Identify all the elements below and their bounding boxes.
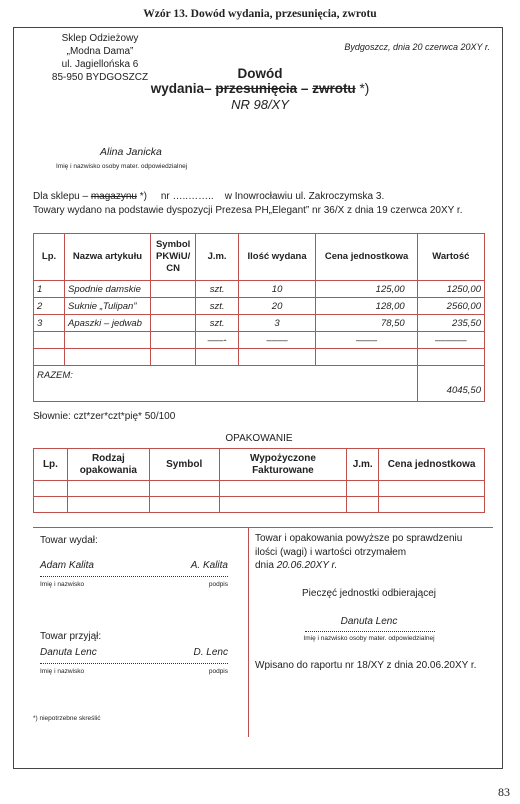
confirmation-date: 20.06.20XY r. bbox=[276, 560, 338, 571]
cell: 2560,00 bbox=[417, 298, 484, 315]
issued-label: Towar wydał: bbox=[40, 535, 98, 546]
cell: 2 bbox=[34, 298, 65, 315]
header-value: Wartość bbox=[417, 234, 484, 281]
page-caption: Wzór 13. Dowód wydania, przesunięcia, zwrotu bbox=[143, 8, 377, 20]
document-number: NR 98/XY bbox=[231, 97, 289, 112]
pack-header-symbol: Symbol bbox=[149, 449, 219, 481]
cell: 235,50 bbox=[417, 315, 484, 332]
cell: –––– bbox=[316, 332, 417, 349]
title-strike-1: przesunięcia bbox=[215, 81, 298, 96]
pack-header-lp: Lp. bbox=[34, 449, 68, 481]
issued-name: Adam Kalita bbox=[40, 560, 94, 571]
sender-line-2: „Modna Dama” bbox=[66, 46, 134, 57]
received-dotted-line bbox=[40, 663, 228, 664]
responsible-label: Imię i nazwisko osoby mater. odpowiedzialnej bbox=[56, 163, 188, 170]
cell: 128,00 bbox=[316, 298, 417, 315]
table-row bbox=[34, 298, 485, 315]
sender-line-4: 85-950 BYDGOSZCZ bbox=[51, 72, 149, 83]
cell: Spodnie damskie bbox=[65, 281, 151, 298]
cell bbox=[150, 332, 196, 349]
issued-name-label: Imię i nazwisko bbox=[40, 581, 85, 588]
received-name: Danuta Lenc bbox=[40, 647, 97, 658]
cell bbox=[150, 349, 196, 366]
confirmation-line-1: Towar i opakowania powyższe po sprawdzeniu bbox=[255, 533, 463, 544]
cell bbox=[67, 497, 149, 513]
stamp-label: Pieczęć jednostki odbierającej bbox=[302, 588, 436, 599]
cell: 78,50 bbox=[316, 315, 417, 332]
cell: Suknie „Tulipan” bbox=[65, 298, 151, 315]
cell bbox=[219, 497, 347, 513]
confirmation-text bbox=[255, 532, 462, 573]
section-divider bbox=[33, 527, 493, 528]
basis-line: Towary wydano na podstawie dyspozycji Prezesa PH„Elegant” nr 36/X z dnia 19 czerwca 20XY r. bbox=[33, 205, 463, 216]
cell: –––– bbox=[238, 332, 316, 349]
shop-line bbox=[33, 191, 384, 202]
issued-signature: A. Kalita bbox=[190, 560, 228, 571]
footnote: *) niepotrzebne skreślić bbox=[33, 715, 101, 722]
confirmation-date-line bbox=[255, 559, 462, 573]
total-value: 4045,50 bbox=[417, 366, 484, 402]
responsible-name: Alina Janicka bbox=[100, 146, 162, 158]
cell bbox=[219, 481, 347, 497]
cell bbox=[150, 298, 196, 315]
place-date: Bydgoszcz, dnia 20 czerwca 20XY r. bbox=[344, 42, 490, 52]
title-line-1: Dowód bbox=[237, 66, 283, 81]
cell: szt. bbox=[196, 315, 238, 332]
received-name-label: Imię i nazwisko bbox=[40, 668, 85, 675]
goods-header-row bbox=[34, 234, 485, 281]
header-price: Cena jednostkowa bbox=[316, 234, 417, 281]
title-strike-2: zwrotu bbox=[312, 81, 356, 96]
cell bbox=[149, 497, 219, 513]
confirmation-line-2: ilości (wagi) i wartości otrzymałem bbox=[255, 546, 407, 558]
goods-table bbox=[33, 233, 485, 402]
document-title bbox=[130, 66, 390, 113]
cell: 3 bbox=[238, 315, 316, 332]
sender-line-3: ul. Jagiellońska 6 bbox=[61, 59, 139, 70]
cell bbox=[316, 349, 417, 366]
table-row bbox=[34, 497, 485, 513]
cell bbox=[34, 481, 68, 497]
cell: szt. bbox=[196, 281, 238, 298]
receiver-person-label: Imię i nazwisko osoby mater. odpowiedzialnej bbox=[303, 635, 435, 642]
total-row bbox=[34, 366, 485, 402]
cell: 20 bbox=[238, 298, 316, 315]
received-label: Towar przyjął: bbox=[40, 631, 102, 642]
issued-dotted-line bbox=[40, 576, 228, 577]
cell bbox=[347, 481, 379, 497]
pack-header-price: Cena jednostkowa bbox=[379, 449, 485, 481]
cell: szt. bbox=[196, 298, 238, 315]
report-line: Wpisano do raportu nr 18/XY z dnia 20.06.20XY r. bbox=[255, 660, 477, 671]
cell bbox=[150, 315, 196, 332]
shop-rest: *) nr …..…….. w Inowrocławiu ul. Zakroczymska 3. bbox=[139, 191, 385, 202]
packaging-table bbox=[33, 448, 485, 513]
title-sep: – bbox=[300, 81, 309, 96]
total-label: RAZEM: bbox=[34, 366, 418, 402]
pack-header-type: Rodzaj opakowania bbox=[67, 449, 149, 481]
received-signature: D. Lenc bbox=[193, 647, 228, 658]
table-row bbox=[34, 332, 485, 349]
cell bbox=[347, 497, 379, 513]
shop-prefix: Dla sklepu – bbox=[33, 191, 89, 202]
cell bbox=[65, 349, 151, 366]
cell: 3 bbox=[34, 315, 65, 332]
table-row bbox=[34, 281, 485, 298]
cell bbox=[150, 281, 196, 298]
cell: –––––– bbox=[417, 332, 484, 349]
title-line-2 bbox=[130, 81, 390, 97]
header-symbol: Symbol PKWiU/ CN bbox=[150, 234, 196, 281]
amount-in-words: Słownie: czt*zer*czt*pię* 50/100 bbox=[33, 411, 176, 422]
header-name: Nazwa artykułu bbox=[65, 234, 151, 281]
title-suffix: *) bbox=[359, 81, 370, 96]
sender-line-1: Sklep Odzieżowy bbox=[61, 33, 139, 44]
header-qty: Ilość wydana bbox=[238, 234, 316, 281]
page-number: 83 bbox=[498, 785, 510, 799]
cell bbox=[238, 349, 316, 366]
cell bbox=[149, 481, 219, 497]
pack-header-lent: Wypożyczone Fakturowane bbox=[219, 449, 347, 481]
column-divider bbox=[248, 527, 249, 737]
cell: 125,00 bbox=[316, 281, 417, 298]
confirmation-date-prefix: dnia bbox=[255, 560, 274, 571]
packaging-header-row bbox=[34, 449, 485, 481]
title-prefix: wydania– bbox=[150, 81, 212, 96]
cell bbox=[379, 481, 485, 497]
cell bbox=[417, 349, 484, 366]
cell: Apaszki – jedwab bbox=[65, 315, 151, 332]
received-sign-label: podpis bbox=[208, 668, 228, 675]
cell bbox=[34, 497, 68, 513]
cell bbox=[65, 332, 151, 349]
receiver-dotted-line bbox=[305, 631, 435, 632]
header-lp: Lp. bbox=[34, 234, 65, 281]
table-row bbox=[34, 315, 485, 332]
cell bbox=[379, 497, 485, 513]
shop-strike: magazynu bbox=[90, 191, 137, 202]
cell bbox=[34, 332, 65, 349]
cell bbox=[196, 349, 238, 366]
receiver-person: Danuta Lenc bbox=[340, 616, 398, 627]
cell: 1 bbox=[34, 281, 65, 298]
cell bbox=[67, 481, 149, 497]
table-row bbox=[34, 349, 485, 366]
table-row bbox=[34, 481, 485, 497]
cell: –––- bbox=[196, 332, 238, 349]
header-unit: J.m. bbox=[196, 234, 238, 281]
cell bbox=[34, 349, 65, 366]
cell: 1250,00 bbox=[417, 281, 484, 298]
packaging-title: OPAKOWANIE bbox=[225, 433, 293, 444]
issued-sign-label: podpis bbox=[208, 581, 228, 588]
pack-header-unit: J.m. bbox=[347, 449, 379, 481]
cell: 10 bbox=[238, 281, 316, 298]
